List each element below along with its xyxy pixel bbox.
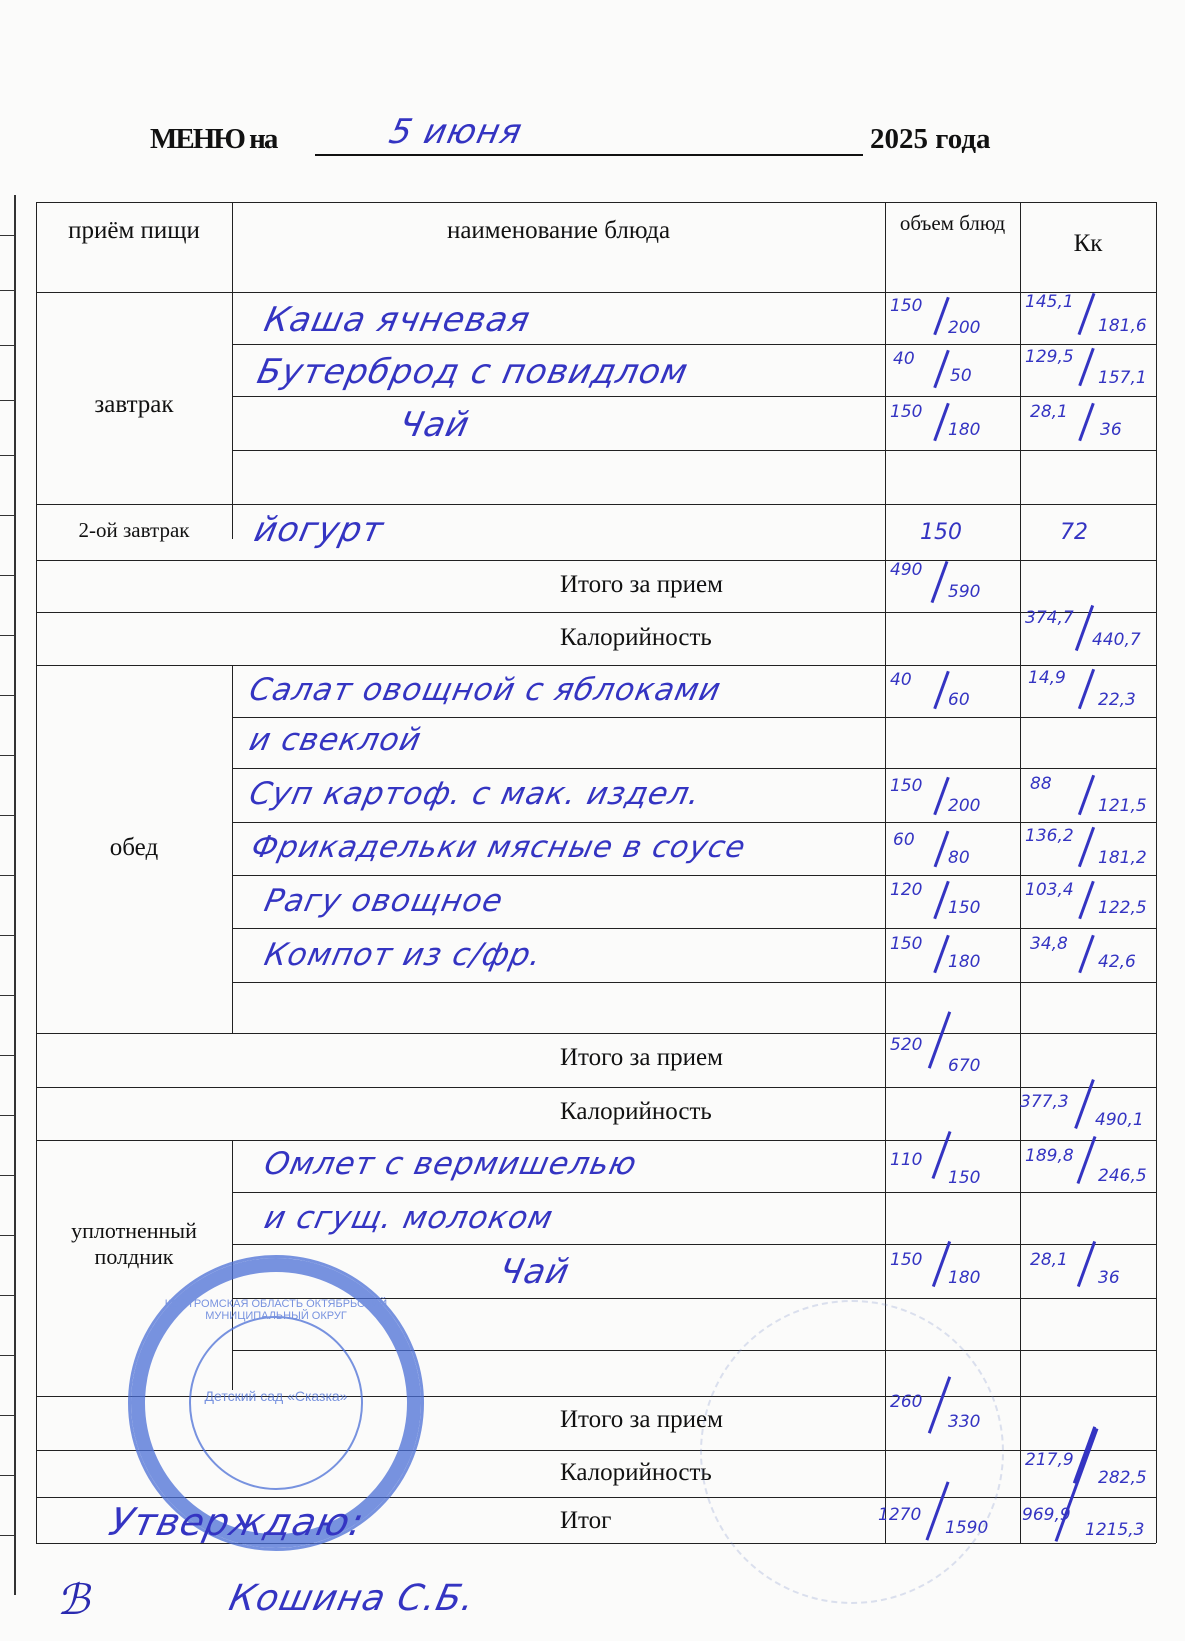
label-calories-lunch: Калорийность (560, 1098, 712, 1125)
approved-text: Утверждаю: (105, 1500, 369, 1544)
kcal-s2-a: 28,1 (1030, 1250, 1068, 1270)
dish-b3: Чай (395, 405, 474, 445)
label-total-meal-breakfast: Итого за прием (560, 571, 723, 598)
kcal-lt-b: 490,1 (1095, 1110, 1144, 1130)
title-date: 5 июня (385, 112, 527, 152)
label-total-meal-lunch: Итого за прием (560, 1044, 723, 1071)
header-meal: приём пищи (68, 217, 200, 244)
dish-s2: Чай (495, 1252, 574, 1292)
kcal-l5-b: 42,6 (1098, 952, 1136, 972)
kcal-b1-b: 181,6 (1098, 316, 1147, 336)
vol-l4-b: 150 (948, 898, 981, 918)
label-calories-breakfast: Калорийность (560, 624, 712, 651)
kcal-l4-a: 103,4 (1025, 880, 1074, 900)
kcal-bt-b: 440,7 (1092, 630, 1141, 650)
kcal-l2-b: 121,5 (1098, 796, 1147, 816)
vol-l5-a: 150 (890, 934, 923, 954)
kcal-total-a: 969,9 (1022, 1505, 1071, 1525)
kcal-b2-a: 129,5 (1025, 347, 1074, 367)
kcal-l1-a: 14,9 (1028, 668, 1066, 688)
vol-l4-a: 120 (890, 880, 923, 900)
vol-s2-a: 150 (890, 1250, 923, 1270)
vol-s1-a: 110 (890, 1150, 923, 1170)
vol-l1-b: 60 (948, 690, 970, 710)
dish-l3: Фрикадельки мясные в соусе (248, 830, 750, 865)
kcal-b3-b: 36 (1100, 420, 1122, 440)
label-grand-total: Итог (560, 1507, 612, 1534)
vol-b2-b: 50 (950, 366, 972, 386)
meal-breakfast: завтрак (94, 391, 174, 418)
kcal-s2-b: 36 (1098, 1268, 1120, 1288)
vol-l5-b: 180 (948, 952, 981, 972)
dish-s1: Омлет с вермишелью (261, 1146, 641, 1182)
vol-b3-a: 150 (890, 402, 923, 422)
vol-l3-b: 80 (948, 848, 970, 868)
vol-lt-a: 520 (890, 1035, 923, 1055)
kcal-l3-a: 136,2 (1025, 826, 1074, 846)
dish-l1-cont: и свеклой (246, 722, 425, 758)
dish-b2: Бутерброд с повидлом (253, 352, 693, 392)
vol-l2-b: 200 (948, 796, 981, 816)
stamp-text: КОСТРОМСКАЯ ОБЛАСТЬ ОКТЯБРЬСКИЙ МУНИЦИПАЛЬНЫЙ ОКРУГ (164, 1298, 388, 1322)
kcal-b3-a: 28,1 (1030, 402, 1068, 422)
header-dish: наименование блюда (446, 217, 671, 244)
kcal-st-b: 282,5 (1098, 1468, 1147, 1488)
dish-l2: Суп картоф. с мак. издел. (246, 776, 705, 812)
kcal-b2-b: 157,1 (1098, 368, 1147, 388)
kcal-l2-a: 88 (1030, 774, 1052, 794)
vol-total-b: 1590 (945, 1518, 989, 1538)
kcal-sb1: 72 (1060, 520, 1088, 545)
signature-glyph: ℬ (54, 1575, 100, 1624)
vol-total-a: 1270 (878, 1505, 922, 1525)
kcal-lt-a: 377,3 (1020, 1092, 1069, 1112)
stamp-text-inner: Детский сад «Сказка» (204, 1388, 348, 1404)
vol-l3-a: 60 (893, 830, 915, 850)
dish-l1: Салат овощной с яблоками (246, 672, 725, 708)
kcal-bt-a: 374,7 (1025, 608, 1074, 628)
kcal-l3-b: 181,2 (1098, 848, 1147, 868)
signer-name: Кошина С.Б. (225, 1578, 480, 1619)
vol-b3-b: 180 (948, 420, 981, 440)
kcal-l5-a: 34,8 (1030, 934, 1068, 954)
dish-l4: Рагу овощное (261, 883, 507, 919)
vol-s1-b: 150 (948, 1168, 981, 1188)
label-total-meal-snack: Итого за прием (560, 1406, 723, 1433)
title-suffix: 2025 года (870, 123, 991, 155)
dish-b1: Каша ячневая (260, 300, 535, 340)
vol-st-b: 330 (948, 1412, 981, 1432)
meal-lunch: обед (109, 834, 159, 861)
dish-sb1: йогурт (250, 510, 388, 550)
vol-sb1: 150 (920, 520, 962, 545)
vol-s2-b: 180 (948, 1268, 981, 1288)
kcal-s1-a: 189,8 (1025, 1146, 1074, 1166)
meal-second-breakfast: 2-ой завтрак (78, 518, 190, 542)
title-prefix: МЕНЮ на (150, 123, 277, 155)
header-volume: объем блюд (899, 211, 1006, 235)
dish-s1-cont: и сгущ. молоком (261, 1200, 557, 1236)
faint-stamp-impression (700, 1300, 1004, 1604)
label-calories-snack: Калорийность (560, 1459, 712, 1486)
kcal-s1-b: 246,5 (1098, 1166, 1147, 1186)
vol-bt-b: 590 (948, 582, 981, 602)
kcal-total-b: 1215,3 (1085, 1520, 1145, 1540)
vol-lt-b: 670 (948, 1056, 981, 1076)
vol-b1-b: 200 (948, 318, 981, 338)
kcal-st-a: 217,9 (1025, 1450, 1074, 1470)
vol-l2-a: 150 (890, 776, 923, 796)
vol-b2-a: 40 (893, 349, 915, 369)
kcal-b1-a: 145,1 (1025, 292, 1074, 312)
vol-l1-a: 40 (890, 670, 912, 690)
vol-st-a: 260 (890, 1392, 923, 1412)
vol-b1-a: 150 (890, 296, 923, 316)
dish-l5: Компот из с/фр. (261, 937, 546, 973)
meal-snack: уплотненный полдник (71, 1218, 197, 1270)
vol-bt-a: 490 (890, 560, 923, 580)
kcal-l4-b: 122,5 (1098, 898, 1147, 918)
header-kcal: Кк (1073, 230, 1103, 257)
kcal-l1-b: 22,3 (1098, 690, 1136, 710)
